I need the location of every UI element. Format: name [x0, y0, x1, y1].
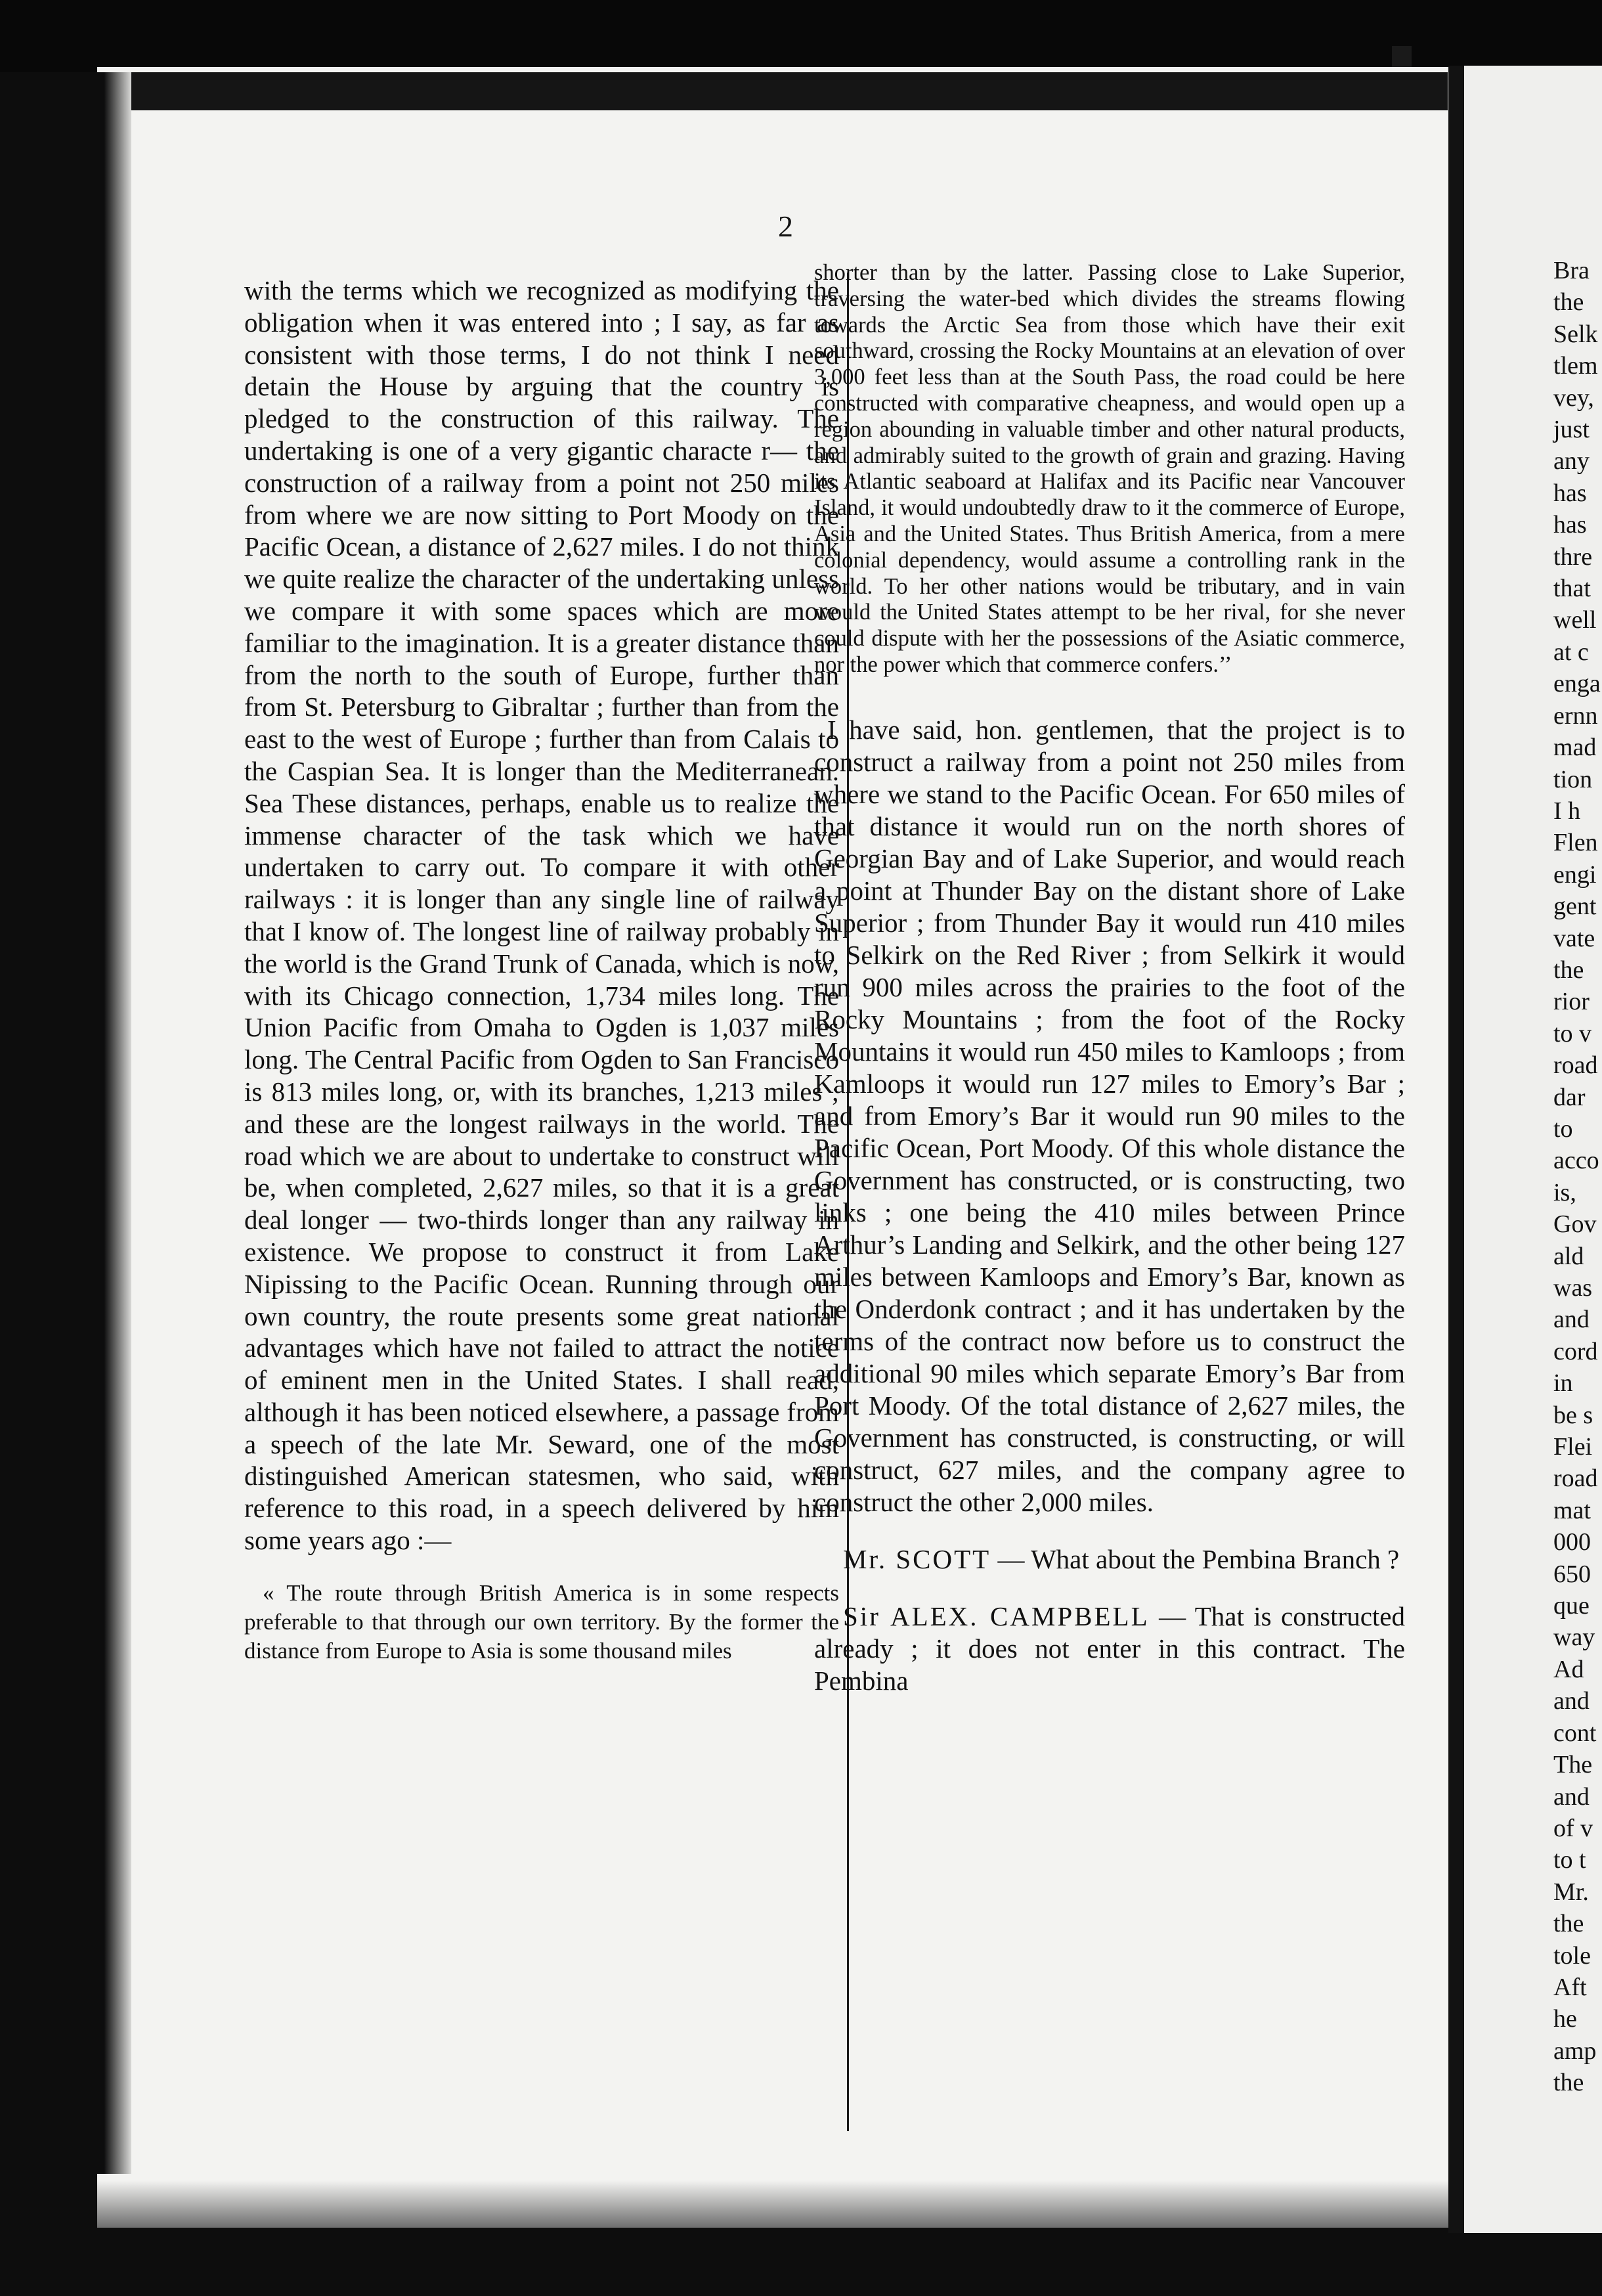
scan-top-border — [0, 0, 1602, 72]
adjacent-page-fragment: to — [1553, 1115, 1573, 1143]
adjacent-page-fragment: and — [1553, 1687, 1590, 1715]
speech-campbell-text: — That is constructed already ; it does not enter in this contract. The Pembina — [814, 1601, 1405, 1696]
adjacent-page-fragment: has — [1553, 479, 1587, 507]
adjacent-page-fragment: of v — [1553, 1814, 1593, 1842]
adjacent-page-fragment: the — [1553, 2069, 1584, 2097]
adjacent-page-fragment: rior — [1553, 988, 1590, 1016]
adjacent-page-fragment: road — [1553, 1051, 1598, 1080]
adjacent-page-fragment: thre — [1553, 542, 1593, 571]
adjacent-page-fragment: mat — [1553, 1496, 1591, 1524]
adjacent-page-fragment: the — [1553, 288, 1584, 317]
adjacent-page-fragment: is, — [1553, 1178, 1576, 1206]
right-column-body: I have said, hon. gentlemen, that the project is to construct a railway from a point not 250 miles from where we stand to the Pacific Ocean. For 650 miles of that distance it would run on the north shores of Georgian Bay and of Lake Superior, and would reach a point at Thunder Bay on the distant shore of Lake Superior ; from Thunder Bay it would run 410 miles to Selkirk on the Red River ; from Selkirk it would run 900 miles across the prairies to the foot of the Rocky Mountains ; from the foot of the Rocky Mountains it would run 450 miles to Kamloops ; from Kamloops it would run 127 miles to Emory’s Bar ; and from Emory’s Bar it would run 90 miles to the Pacific Ocean, Port Moody. Of this whole distance the Government has constructed, or is constructing, two links ; one being the 410 miles between Prince Arthur’s Landing and Selkirk, and the other being 127 miles between Kamloops and Emory’s Bar, known as the Onderdonk contract ; and it has undertaken by the terms of the contract now before us to construct the additional 90 miles which separate Emory’s Bar from Port Moody. Of the total distance of 2,627 miles, the Government has constructed, is constructing, or will construct, 627 miles, and the company agree to construct the other 2,000 miles. — [814, 714, 1405, 1517]
page-bottom-shadow — [97, 2180, 1448, 2228]
adjacent-page-fragment: The — [1553, 1751, 1593, 1779]
adjacent-page-fragment: has — [1553, 511, 1587, 539]
adjacent-page-text — [1464, 255, 1601, 2099]
adjacent-page-fragment: I h — [1553, 797, 1581, 825]
left-column-body: with the terms which we recognized as modifying the obligation when it was entered into ; I say, as far as consistent with those terms, I do not think I need detain the House by arguing that the country is pledged to the construction of this railway. The undertaking is one of a very gigantic characte r— the construction of a railway from a point not 250 miles from where we are now sitting to Port Moody on the Pacific Ocean, a distance of 2,627 miles. I do not think we quite realize the character of the undertaking unless we compare it with some spaces which are more familiar to the imagination. It is a greater distance than from the north to the south of Europe, further than from St. Petersburg to Gibraltar ; further than from the east to the west of Europe ; further than from Calais to the Caspian Sea. It is longer than the Mediterranean. Sea These distances, perhaps, enable us to realize the immense character of the task which we have undertaken to carry out. To compare it with other railways : it is longer than any single line of railway that I know of. The longest line of railway probably in the world is the Grand Trunk of Canada, which is now, with its Chicago connection, 1,734 miles long. The Union Pacific from Omaha to Ogden is 1,037 miles long. The Central Pacific from Ogden to San Francisco is 813 miles long, or, with its branches, 1,213 miles ; and these are the longest railways in the world. The road which we are about to undertake to construct will be, when completed, 2,627 miles, so that it is a great deal longer — two-thirds longer than any railway in existence. We propose to construct it from Lake Nipissing to the Pacific Ocean. Running through our own country, the route presents some great national advantages which have not failed to attract the notice of eminent men in the United States. I shall read, although it has been noticed elsewhere, a passage from a speech of the late Mr. Seward, one of the most distinguished American statesmen, who said, with reference to this road, in a speech delivered by him some years ago :— — [244, 275, 839, 1556]
adjacent-page-fragment: Flei — [1553, 1433, 1593, 1461]
adjacent-page-fragment: amp — [1553, 2037, 1597, 2065]
adjacent-page-fragment: road — [1553, 1465, 1598, 1493]
adjacent-page-fragment: at c — [1553, 638, 1589, 666]
adjacent-page-fragment: tlem — [1553, 352, 1598, 380]
adjacent-page-fragment: que — [1553, 1592, 1590, 1620]
speech-campbell — [814, 1601, 1405, 1697]
adjacent-page-fragment: mad — [1553, 734, 1597, 762]
adjacent-page-fragment: ernn — [1553, 701, 1598, 730]
adjacent-page-fragment: was — [1553, 1274, 1593, 1302]
adjacent-page-fragment: cord — [1553, 1337, 1598, 1365]
adjacent-page-fragment: and — [1553, 1306, 1590, 1334]
adjacent-page-fragment: 000 — [1553, 1528, 1591, 1556]
adjacent-page-fragment: he — [1553, 2005, 1577, 2033]
adjacent-page-fragment: in — [1553, 1369, 1573, 1398]
adjacent-page-fragment: Mr. — [1553, 1878, 1589, 1906]
adjacent-page-fragment: Ad — [1553, 1655, 1584, 1683]
adjacent-page-fragment: way — [1553, 1623, 1595, 1652]
adjacent-page-fragment: to v — [1553, 1019, 1592, 1048]
adjacent-page-fragment: dar — [1553, 1083, 1586, 1111]
seward-quote-start: « The route through British America is in some respects preferable to that through our own territory. By the former the distance from Europe to Asia is some thousand miles — [244, 1579, 839, 1664]
adjacent-page-fragment: Selk — [1553, 320, 1598, 348]
speaker-name-campbell: Sir ALEX. CAMPBELL — [843, 1601, 1150, 1631]
right-column — [814, 260, 1405, 1697]
speaker-name-scott: Mr. SCOTT — [843, 1543, 991, 1574]
speech-scott-text: — What about the Pembina Branch ? — [997, 1543, 1400, 1574]
adjacent-page — [1464, 66, 1602, 2233]
adjacent-page-fragment: be s — [1553, 1401, 1593, 1429]
adjacent-page-fragment: vate — [1553, 924, 1595, 952]
seward-quote-continued: shorter than by the latter. Passing close to Lake Superior, traversing the water-bed which divides the streams flowing towards the Arctic Sea from those which have their exit southward, crossing the Rocky Mountains at an elevation of over 3,000 feet less than at the South Pass, the road could be here constructed with comparative cheapness, and would open up a region abounding in valuable timber and other natural products, and admirably suited to the growth of grain and grazing. Having its Atlantic seaboard at Halifax and its Pacific near Vancouver Island, it would undoubtedly draw to it the commerce of Europe, Asia and the United States. Thus British America, from a mere colonial dependency, would assume a controlling rank in the world. To her other nations would be tributary, and in vain would the United States attempt to be her rival, for she never could dispute with her the possessions of the Asiatic commerce, nor the power which that commerce confers.’’ — [814, 260, 1405, 677]
adjacent-page-fragment: to t — [1553, 1846, 1586, 1874]
adjacent-page-fragment: acco — [1553, 1147, 1599, 1175]
page-left-shadow — [97, 72, 131, 2174]
adjacent-page-fragment: Gov — [1553, 1210, 1597, 1239]
adjacent-page-fragment: Bra — [1553, 257, 1590, 284]
adjacent-page-fragment: cont — [1553, 1719, 1597, 1747]
adjacent-page-fragment: gent — [1553, 893, 1597, 921]
adjacent-page-fragment: Flen — [1553, 829, 1598, 857]
adjacent-page-fragment: vey, — [1553, 384, 1594, 412]
page-top-shadow — [128, 72, 1448, 110]
adjacent-page-fragment: Aft — [1553, 1973, 1587, 2001]
adjacent-page-fragment: the — [1553, 1910, 1584, 1938]
page-number: 2 — [778, 210, 793, 243]
adjacent-page-fragment: any — [1553, 447, 1590, 475]
adjacent-page-fragment: enga — [1553, 670, 1601, 698]
left-column — [244, 275, 839, 1666]
adjacent-page-fragment: and — [1553, 1782, 1590, 1811]
adjacent-page-fragment: the — [1553, 956, 1584, 984]
speech-scott — [814, 1543, 1405, 1576]
adjacent-page-fragment: tole — [1553, 1941, 1591, 1970]
adjacent-page-fragment: that — [1553, 575, 1591, 603]
adjacent-page-fragment: 650 — [1553, 1560, 1591, 1588]
page-gutter — [1448, 66, 1464, 2233]
adjacent-page-fragment: well — [1553, 606, 1597, 634]
adjacent-page-fragment: engi — [1553, 860, 1597, 889]
adjacent-page-fragment: tion — [1553, 765, 1593, 793]
adjacent-page-fragment: ald — [1553, 1242, 1584, 1270]
adjacent-page-fragment: just — [1553, 416, 1590, 444]
